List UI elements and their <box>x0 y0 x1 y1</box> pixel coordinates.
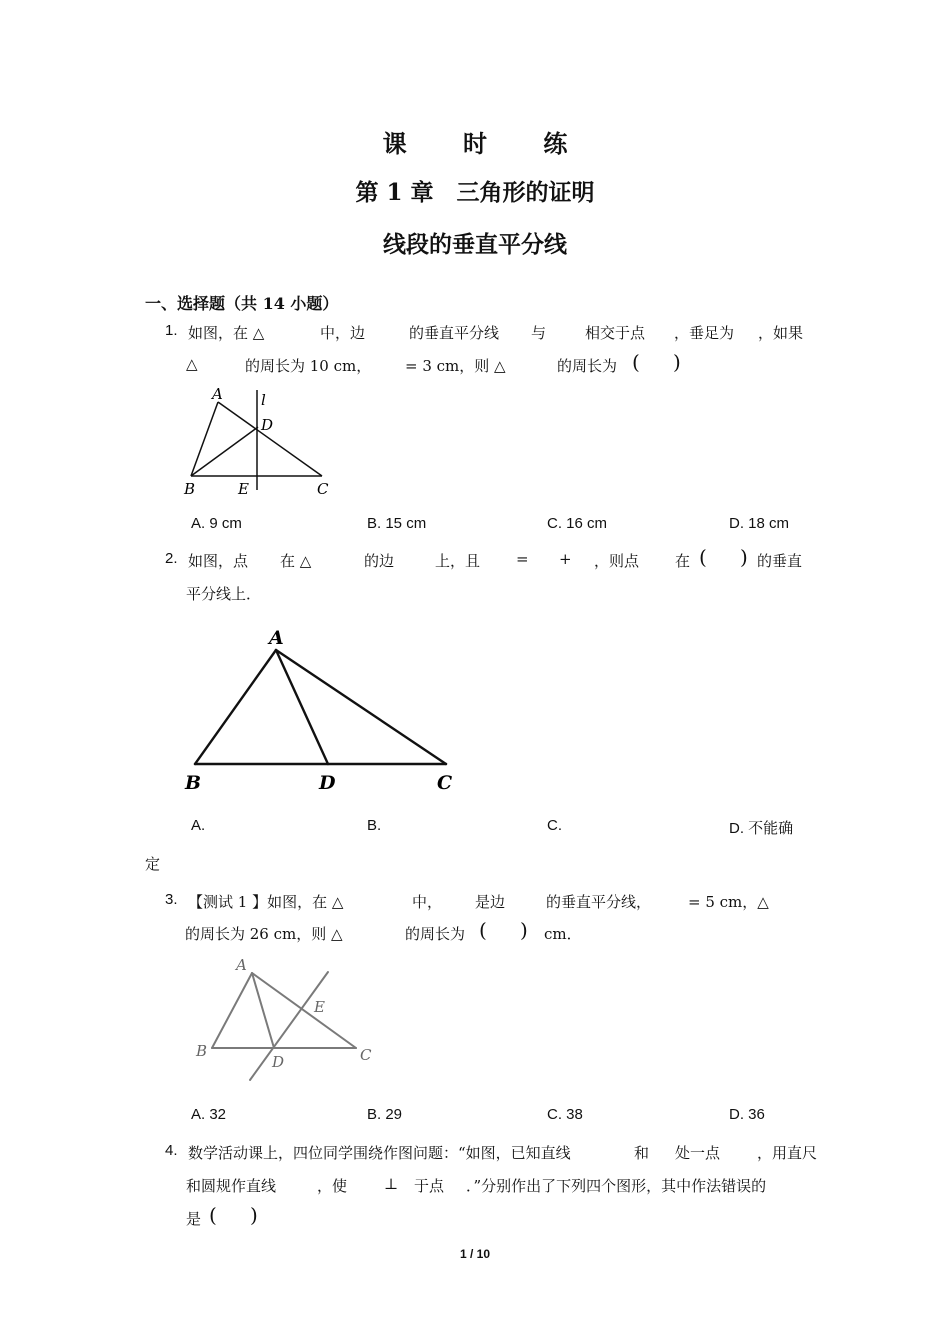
question-text: 如图，点 <box>188 552 249 570</box>
side-ac <box>218 402 322 476</box>
question-text: 的周长为 10 cm， <box>245 357 372 375</box>
question-text: ，使 <box>317 1177 348 1195</box>
triangle-figure-1 <box>175 380 345 500</box>
answer-paren-open: ( <box>632 350 640 374</box>
option-c[interactable]: C. <box>547 817 562 834</box>
question-text: 处一点 <box>675 1144 721 1162</box>
question-text: ，垂足为 <box>674 324 735 342</box>
option-a[interactable]: A. 32 <box>191 1106 227 1123</box>
label-e: E <box>314 998 325 1016</box>
question-text: 的垂直平分线 <box>409 324 500 342</box>
question-text: ，用直尺 <box>757 1144 818 1162</box>
question-text: = 5 cm，△ <box>688 893 769 911</box>
question-text: ．”分别作出了下列四个图形，其中作法错误的 <box>466 1177 767 1195</box>
question-text: = <box>516 550 529 568</box>
question-text: 相交于点 <box>585 324 646 342</box>
question-text: 平分线上． <box>186 585 262 603</box>
side-ac <box>252 973 356 1048</box>
option-b[interactable]: B. 29 <box>367 1106 403 1123</box>
label-d: D <box>261 416 274 434</box>
option-b[interactable]: B. <box>367 817 382 834</box>
chapter-title: 第 1 章 三角形的证明 <box>355 179 595 206</box>
question-text: 上，且 <box>435 552 481 570</box>
label-a: A <box>212 385 223 403</box>
label-a: A <box>269 627 284 649</box>
answer-paren-close: ) <box>740 545 748 569</box>
option-d[interactable]: D. 18 cm <box>729 515 790 532</box>
option-d[interactable]: D. 36 <box>729 1106 765 1123</box>
question-text: 的垂直平分线， <box>546 893 652 911</box>
answer-paren-open: ( <box>699 545 707 569</box>
question-text: 的边 <box>364 552 395 570</box>
label-l: l <box>261 391 266 409</box>
side-ab <box>191 402 218 476</box>
question-text: ，如果 <box>758 324 804 342</box>
worksheet-title: 课 时 练 <box>382 129 592 158</box>
question-text: 和圆规作直线 <box>186 1177 277 1195</box>
question-text: 与 <box>531 324 547 342</box>
option-c[interactable]: C. 16 cm <box>547 515 608 532</box>
question-text: 的周长为 26 cm，则 △ <box>185 925 343 943</box>
question-text: 的垂直 <box>757 552 803 570</box>
answer-paren-close: ) <box>520 918 528 942</box>
question-number: 4. <box>165 1142 178 1159</box>
question-text: + <box>559 550 572 568</box>
option-a[interactable]: A. <box>191 817 206 834</box>
question-text: 于点 <box>414 1177 445 1195</box>
question-text: 是 <box>186 1210 202 1228</box>
side-ab <box>212 973 252 1048</box>
label-b: B <box>185 772 202 794</box>
answer-paren-close: ) <box>250 1203 258 1227</box>
bisector-line-de <box>250 972 328 1080</box>
question-text: 中， <box>412 893 443 911</box>
question-text: 和 <box>634 1144 650 1162</box>
question-text: 【测试 1 】如图，在 △ <box>188 893 344 911</box>
option-a[interactable]: A. 9 cm <box>191 515 242 532</box>
question-number: 2. <box>165 550 178 567</box>
question-text: ，则点 <box>594 552 640 570</box>
segment-bd <box>191 427 258 476</box>
answer-paren-open: ( <box>479 918 487 942</box>
label-a: A <box>236 956 247 974</box>
question-number: 1. <box>165 322 178 339</box>
label-b: B <box>184 480 196 498</box>
option-b[interactable]: B. 15 cm <box>367 515 427 532</box>
label-d: D <box>319 772 336 794</box>
question-text: 的周长为 <box>405 925 466 943</box>
question-text: cm． <box>544 925 582 943</box>
question-text: 的周长为 <box>557 357 618 375</box>
side-ab <box>195 650 276 764</box>
question-text: 在 △ <box>280 552 312 570</box>
lesson-title: 线段的垂直平分线 <box>383 231 567 258</box>
option-d-overflow: 定 <box>145 855 161 873</box>
segment-ad <box>252 973 274 1048</box>
triangle-figure-2 <box>180 622 460 797</box>
question-text: △ <box>186 355 198 373</box>
question-text: ⊥ <box>384 1175 399 1193</box>
triangle-figure-3 <box>190 952 380 1087</box>
label-c: C <box>437 772 453 794</box>
answer-paren-close: ) <box>673 350 681 374</box>
page-number: 1 / 10 <box>459 1247 491 1261</box>
section-heading: 一、选择题（共 14 小题） <box>145 294 339 313</box>
option-d[interactable]: D. 不能确 <box>729 820 794 837</box>
question-text: 如图，在 △ <box>188 324 265 342</box>
question-number: 3. <box>165 891 178 908</box>
question-text: = 3 cm，则 △ <box>405 357 506 375</box>
label-c: C <box>317 480 329 498</box>
label-d: D <box>272 1053 285 1071</box>
option-c[interactable]: C. 38 <box>547 1106 583 1123</box>
question-text: 中，边 <box>320 324 366 342</box>
question-text: 在 <box>675 552 691 570</box>
question-text: 数学活动课上，四位同学围绕作图问题：“如图，已知直线 <box>188 1144 571 1162</box>
label-b: B <box>196 1042 208 1060</box>
label-e: E <box>238 480 249 498</box>
question-text: 是边 <box>475 893 506 911</box>
answer-paren-open: ( <box>209 1203 217 1227</box>
label-c: C <box>360 1046 372 1064</box>
